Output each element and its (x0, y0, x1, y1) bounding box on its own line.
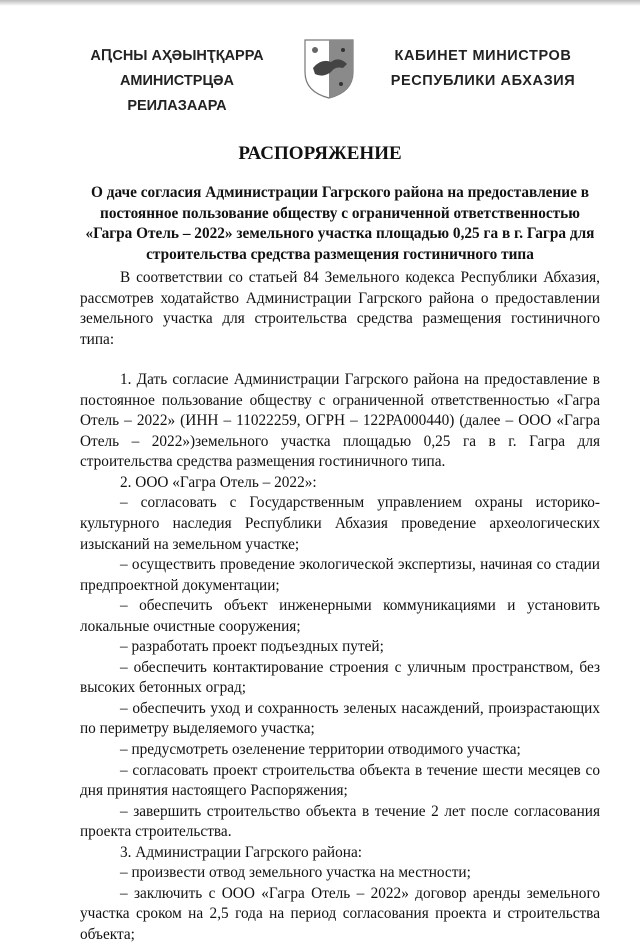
header-right-line1: КАБИНЕТ МИНИСТРОВ (394, 48, 572, 64)
item-2-point: – предусмотреть озеленение территории отводимого участка; (120, 741, 521, 759)
item-1: 1. Дать согласие Администрации Гагрского района на предоставление в постоянное пользование обществу с ограниченной ответственностью «Гагра Отель – 2022» (ИНН – 11022259, ОГРН – 122РА000440) (далее – ООО «Гагра Отель – 2022»)земельного участка площадью 0,25 га в г. Гагра для строительства средства размещения гостиничного типа. (80, 371, 600, 471)
item-2-point: – разработать проект подъездных путей; (120, 638, 384, 656)
item-3-point: – произвести отвод земельного участка на местности; (120, 864, 471, 882)
item-2-point: – обеспечить уход и сохранность зеленых насаждений, произрастающих по периметру выделяемого участка; (80, 699, 600, 738)
item-2-point: – согласовать проект строительства объекта в течение шести месяцев со дня принятия настоящего Распоряжения; (80, 761, 600, 800)
item-2-point: – обеспечить контактирование строения с уличным пространством, без высоких бетонных оград; (80, 658, 600, 697)
document-title: РАСПОРЯЖЕНИЕ (238, 143, 402, 164)
item-3: 3. Администрации Гагрского района: (120, 843, 362, 861)
preamble-paragraph: В соответствии со статьей 84 Земельного кодекса Республики Абхазия, рассмотрев ходатайство Администрации Гагрского района о предоставлении земельного участка для строительства средства размещения гостиничного типа: (80, 269, 600, 348)
coat-of-arms-icon (303, 38, 355, 100)
scan-edge (0, 0, 640, 6)
item-2-point: – осуществить проведение экологической экспертизы, начиная со стадии предпроектной документации; (80, 556, 600, 594)
header-left-line2: АМИНИСТРЦӘА РЕИЛАЗААРА (119, 73, 235, 114)
header-left-line1: АԤСНЫ АҲӘЫНҬҚАРРА (90, 48, 264, 64)
header-abkhaz (72, 44, 282, 119)
item-2-point: – обеспечить объект инженерными коммуникациями и установить локальные очистные сооружения; (80, 597, 600, 635)
item-2-point: – согласовать с Государственным управлением охраны историко-культурного наследия Республики Абхазия проведение археологических изысканий на земельном участке; (80, 494, 600, 553)
header-russian (378, 44, 588, 94)
item-2-point: – завершить строительство объекта в течение 2 лет после согласования проекта строительства. (80, 802, 600, 841)
header-right-line2: РЕСПУБЛИКИ АБХАЗИЯ (390, 73, 576, 89)
item-2: 2. ООО «Гагра Отель – 2022»: (120, 473, 317, 491)
document-body (80, 268, 600, 946)
document-subject: О даче согласия Администрации Гагрского района на предоставление в постоянное пользование обществу с ограниченной ответственностью «Гагра Отель – 2022» земельного участка площадью 0,25 га в г. Гагра для строительства средства размещения гостиничного типа (85, 184, 595, 263)
item-3-point: – заключить с ООО «Гагра Отель – 2022» договор аренды земельного участка сроком на 2,5 года на период согласования проекта и строительства объекта; (80, 884, 600, 943)
